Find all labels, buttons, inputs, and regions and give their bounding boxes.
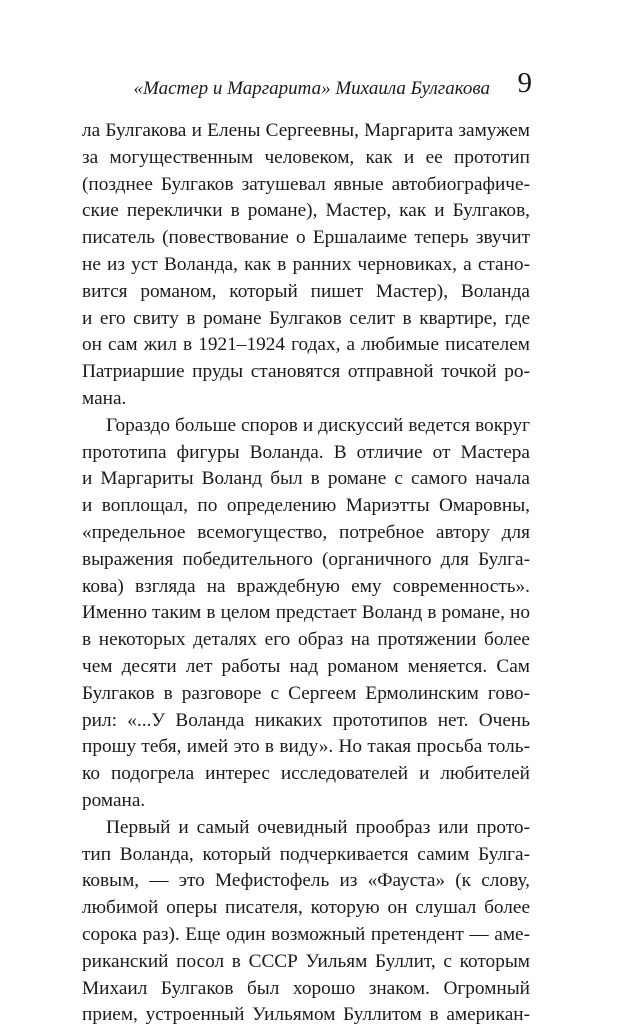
text-line: сорока раз). Еще один возможный претендент — аме- bbox=[82, 923, 530, 945]
text-line: писатель (повествование о Ершалаиме теперь звучит bbox=[82, 227, 530, 249]
paragraph-2 bbox=[82, 413, 530, 815]
text-line: ковым, — это Мефистофель из «Фауста» (к слову, bbox=[82, 870, 530, 892]
text-line: романа. bbox=[82, 789, 146, 811]
running-title: «Мастер и Маргарита» Михаила Булгакова bbox=[133, 78, 490, 99]
text-line: рил: «...У Воланда никаких прототипов нет. Очень bbox=[82, 709, 530, 731]
text-line: Гораздо больше споров и дискуссий ведется вокруг bbox=[106, 414, 530, 436]
text-line: Именно таким в целом предстает Воланд в романе, но bbox=[82, 602, 530, 624]
page-number: 9 bbox=[517, 67, 532, 99]
text-line: чем десяти лет работы над романом меняется. Сам bbox=[82, 655, 530, 677]
text-line: ла Булгакова и Елены Сергеевны, Маргарита замужем bbox=[82, 120, 530, 141]
text-line: прототипа фигуры Воланда. В отличие от Мастера bbox=[82, 441, 530, 463]
text-line: не из уст Воланда, как в ранних черновиках, а стано- bbox=[82, 253, 530, 275]
text-line: выражения победительного (органичного для Булга- bbox=[82, 548, 530, 570]
text-line: в некоторых деталях его образ на протяжении более bbox=[82, 629, 530, 651]
text-line: за могущественным человеком, как и ее прототип bbox=[82, 146, 530, 168]
text-line: мана. bbox=[82, 387, 127, 409]
text-line: кова) взгляда на враждебную ему современность». bbox=[82, 575, 530, 597]
text-line: прошу тебя, имей это в виду». Но такая просьба толь- bbox=[82, 736, 530, 758]
text-line: прием, устроенный Уильямом Буллитом в американ- bbox=[82, 1004, 530, 1026]
text-line: любимой оперы писателя, которую он слушал более bbox=[82, 897, 530, 919]
text-line: и Маргариты Воланд был в романе с самого начала bbox=[82, 468, 530, 490]
text-line: и его свиту в романе Булгаков селит в квартире, где bbox=[82, 307, 530, 329]
text-line: тип Воланда, который подчеркивается самим Булга- bbox=[82, 843, 530, 865]
text-line: риканский посол в СССР Уильям Буллит, с которым bbox=[82, 950, 530, 972]
text-line: и воплощал, по определению Мариэтты Омаровны, bbox=[82, 495, 530, 517]
paragraph-1 bbox=[82, 118, 530, 413]
text-line: вится романом, который пишет Мастер), Воланда bbox=[82, 280, 530, 302]
text-line: он сам жил в 1921–1924 годах, а любимые писателем bbox=[82, 334, 530, 356]
paragraph-3 bbox=[82, 815, 530, 1029]
text-line: ко подогрела интерес исследователей и любителей bbox=[82, 763, 530, 785]
text-line: Первый и самый очевидный прообраз или прото- bbox=[106, 816, 530, 838]
body-text bbox=[82, 118, 530, 1029]
running-header bbox=[82, 67, 534, 102]
text-line: Булгаков в разговоре с Сергеем Ермолинским гово- bbox=[82, 682, 530, 704]
text-line: ские переклички в романе), Мастер, как и Булгаков, bbox=[82, 200, 530, 222]
text-line: «предельное всемогущество, потребное автору для bbox=[82, 521, 530, 543]
text-line: (позднее Булгаков затушевал явные автобиографиче- bbox=[82, 173, 530, 195]
text-line: Михаил Булгаков был хорошо знаком. Огромный bbox=[82, 977, 530, 999]
text-line: Патриаршие пруды становятся отправной точкой ро- bbox=[82, 361, 530, 383]
